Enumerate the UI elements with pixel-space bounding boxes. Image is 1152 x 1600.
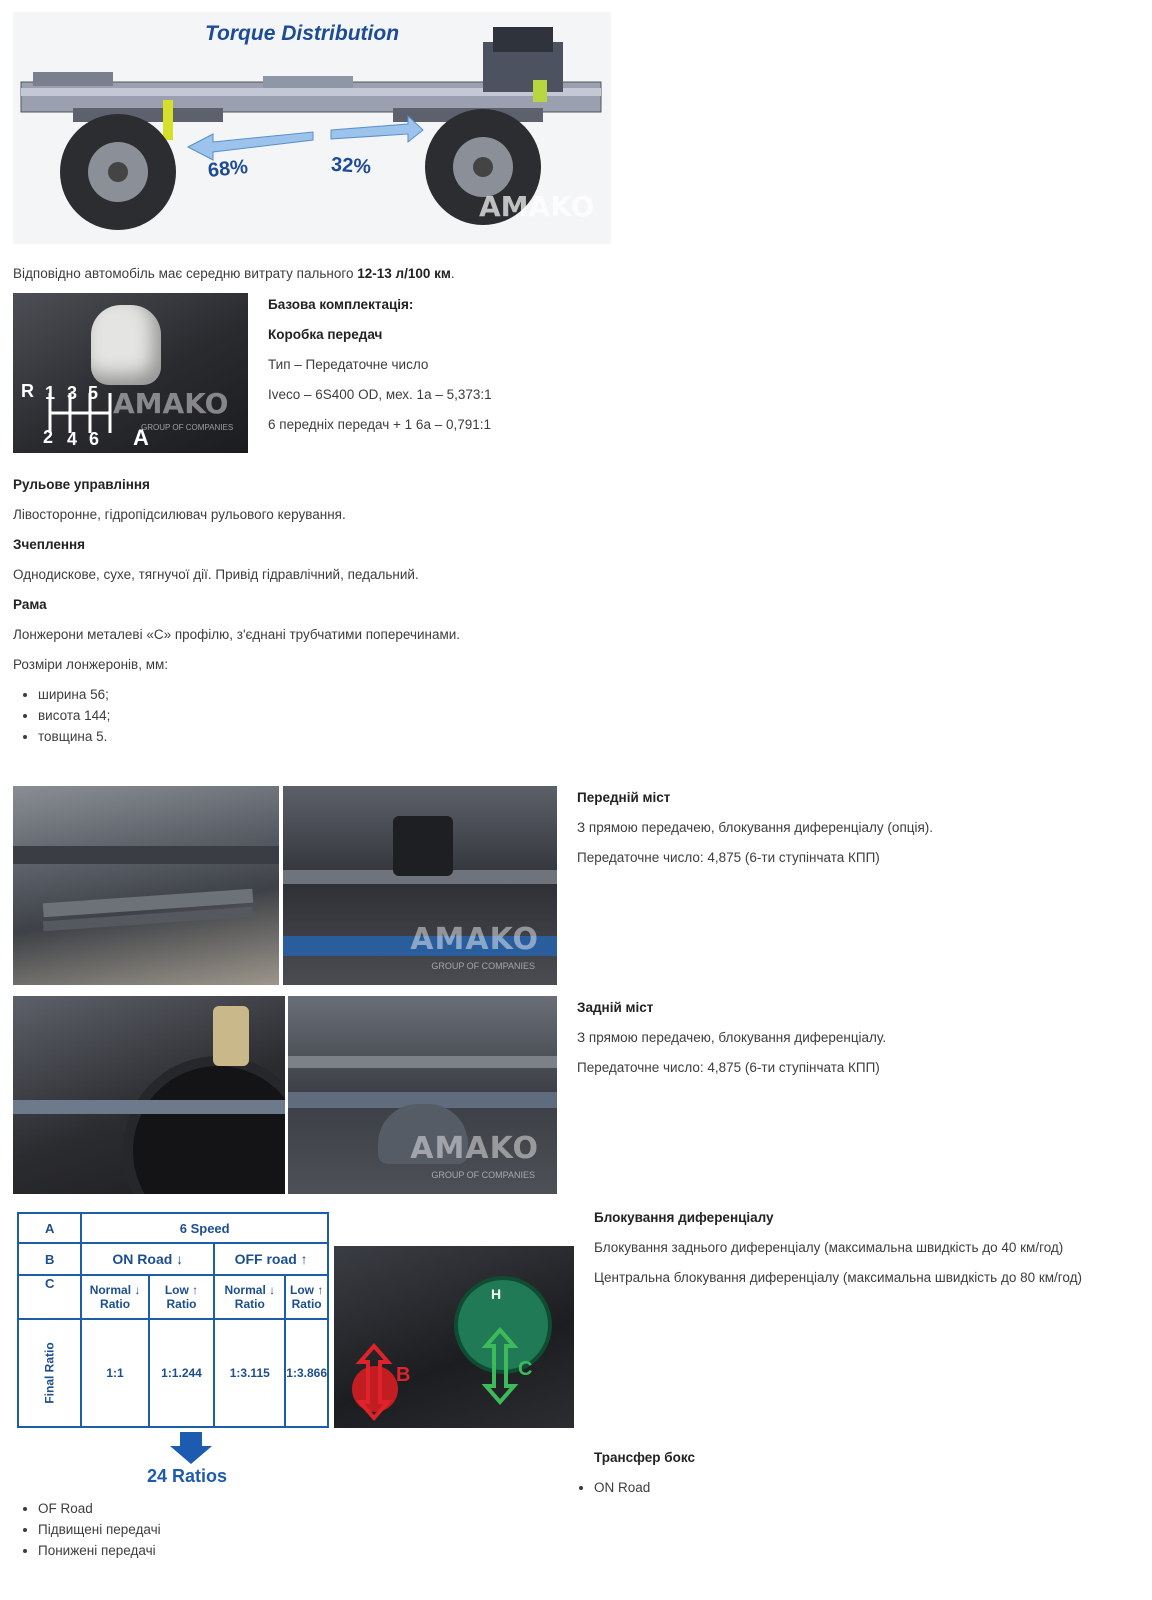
steering-text: Лівосторонне, гідропідсилювач рульового керування. [13,507,346,522]
ratio-table [17,1212,329,1428]
gearbox-line-type: Тип – Передаточне число [268,357,429,372]
list-item: • Підвищені передачі [38,1519,161,1540]
pattern-r: R [21,381,34,401]
diff-knob-letter: H [491,1286,502,1302]
pattern-6: 6 [89,429,100,449]
lever-label-b: B [396,1364,411,1386]
base-config-heading: Базова комплектація: [268,297,414,312]
row-a-value: 6 Speed [81,1213,328,1243]
row-c-label: C [18,1275,81,1319]
list-item: • висота 144; [38,705,110,726]
gear-shift-photo [13,293,248,453]
gearbox-watermark-sub: GROUP OF COMPANIES [141,423,234,432]
pattern-4: 4 [67,429,78,449]
torque-watermark: AMAKO [479,190,595,223]
front-torque-percent: 68% [206,155,250,183]
torque-title: Torque Distribution [205,22,400,45]
list-item: • ON Road [594,1477,650,1498]
front-axle-heading: Передній міст [577,790,671,805]
pattern-1: 1 [45,383,56,403]
arrow-updown-green-icon [480,1326,520,1406]
frame-dims-label: Розміри лонжеронів, мм: [13,657,169,672]
torque-distribution-image [13,12,611,244]
transfer-list [556,1477,650,1498]
steering-heading: Рульове управління [13,477,150,492]
rear-torque-percent: 32% [330,153,372,179]
lever-label-c: C [518,1358,533,1380]
rear-axle-line2: Передаточне число: 4,875 (6-ти ступінчата КПП) [577,1060,880,1075]
list-item: • Понижені передачі [38,1540,161,1561]
normal-ratio-off: Normal ↓ Ratio [214,1275,285,1319]
clutch-heading: Зчеплення [13,537,86,552]
front-axle-watermark-sub: GROUP OF COMPANIES [431,961,535,971]
arrow-down-icon [170,1432,212,1464]
diff-lock-line1: Блокування заднього диференціалу (максимальна швидкість до 40 км/год) [594,1240,1064,1255]
diff-lock-heading: Блокування диференціалу [594,1210,774,1225]
transfer-lever-photo [334,1246,574,1428]
rear-axle-watermark: AMAKO [410,1131,539,1166]
normal-ratio-on: Normal ↓ Ratio [81,1275,148,1319]
ratio-value-1: 1:1 [81,1319,148,1427]
front-axle-line2: Передаточне число: 4,875 (6-ти ступінчата КПП) [577,850,880,865]
pattern-5: 5 [88,383,99,403]
low-ratio-on: Low ↑ Ratio [149,1275,215,1319]
fuel-text-before: Відповідно автомобіль має середню витрату пального [13,266,358,281]
ratio-value-2: 1:1.244 [149,1319,215,1427]
ratio-value-3: 1:3.115 [214,1319,285,1427]
frame-dims-list [0,684,110,747]
front-axle-photo-1 [13,786,279,985]
final-ratio-text: Final Ratio [42,1342,57,1404]
row-b-label: B [18,1243,81,1275]
front-axle-line1: З прямою передачею, блокування диференціалу (опція). [577,820,934,835]
pattern-3: 3 [67,383,78,403]
front-axle-watermark: AMAKO [410,922,539,957]
rear-axle-heading: Задній міст [577,1000,654,1015]
front-axle-photo-2 [283,786,557,985]
list-item: • OF Road [38,1498,161,1519]
diff-lock-line2: Центральна блокування диференціалу (максимальна швидкість до 80 км/год) [594,1270,1083,1285]
fuel-consumption-text [13,266,455,281]
arrow-updown-red-icon [354,1342,394,1422]
final-ratio-label [18,1319,81,1427]
transfer-heading: Трансфер бокс [594,1450,695,1465]
gearbox-heading: Коробка передач [268,327,383,342]
list-item: • товщина 5. [38,726,110,747]
low-ratio-off: Low ↑ Ratio [285,1275,328,1319]
gearbox-line-model: Iveco – 6S400 OD, мех. 1a – 5,373:1 [268,387,492,402]
clutch-text: Однодискове, сухе, тягнучої дії. Привід гідравлічний, педальний. [13,567,419,582]
frame-heading: Рама [13,597,47,612]
ratio-table-graphic [13,1208,333,1498]
total-ratios: 24 Ratios [147,1466,228,1486]
row-a-label: A [18,1213,81,1243]
gear-knob [91,305,161,385]
fuel-value: 12-13 л/100 км [357,266,451,281]
gearbox-watermark: AMAKO [113,387,229,420]
on-road-header: ON Road ↓ [81,1243,214,1275]
fuel-text-after: . [450,266,455,281]
gear-range-list [0,1498,161,1561]
pattern-a: A [133,425,149,450]
off-road-header: OFF road ↑ [214,1243,328,1275]
pattern-2: 2 [43,427,54,447]
frame-text: Лонжерони металеві «С» профілю, з'єднані трубчатими поперечинами. [13,627,461,642]
rear-axle-photo-2 [288,996,557,1194]
rear-axle-photo-1 [13,996,285,1194]
list-item: • ширина 56; [38,684,110,705]
gearbox-line-gears: 6 передніх передач + 1 6a – 0,791:1 [268,417,492,432]
rear-axle-line1: З прямою передачею, блокування диференціалу. [577,1030,887,1045]
ratio-value-4: 1:3.866 [285,1319,328,1427]
rear-axle-watermark-sub: GROUP OF COMPANIES [431,1170,535,1180]
